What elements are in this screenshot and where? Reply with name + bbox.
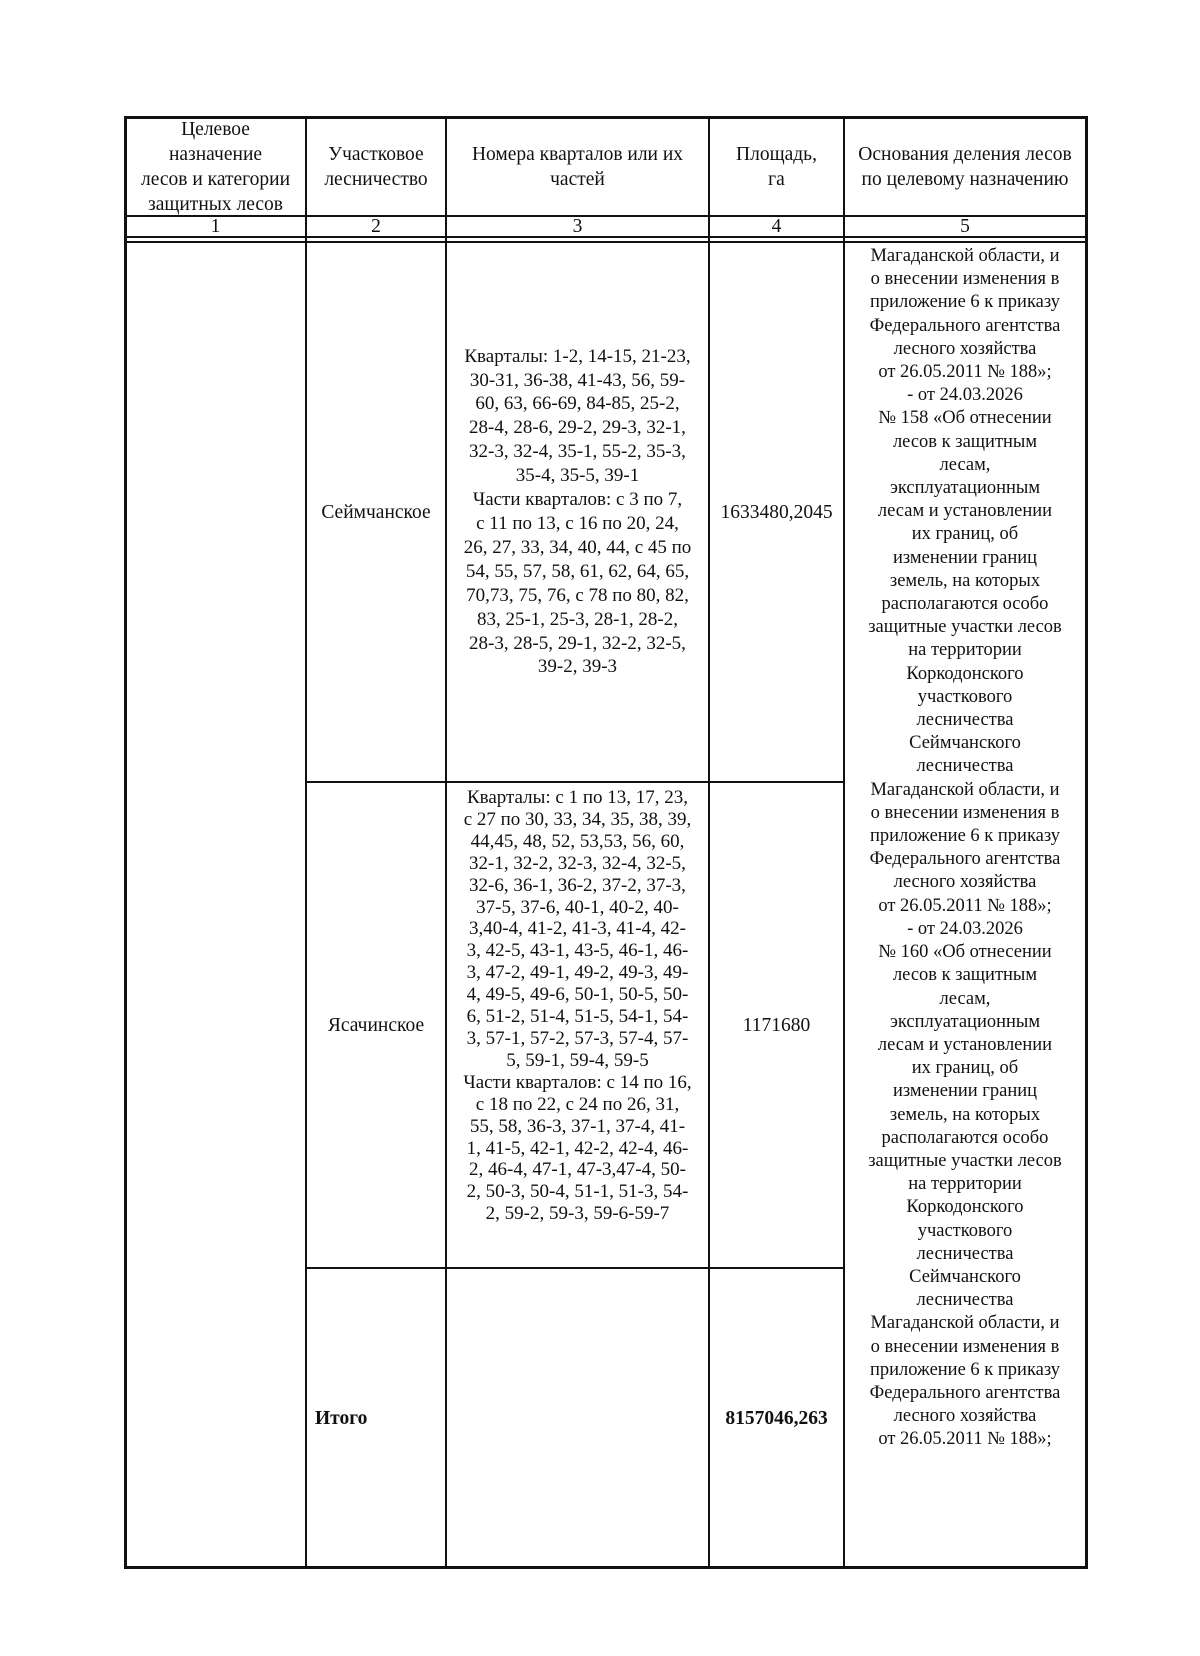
row3-total-area-text: 8157046,263 — [725, 1407, 828, 1429]
row1-quarters-text: Кварталы: 1-2, 14-15, 21-23, 30-31, 36-38, 41-43, 56, 59- 60, 63, 66-69, 84-85, 25-2, 28-4, 28-6, 29-2, 29-3, 32-1, 32-3, 32-4, 35-1, 55-2, 35-3, 35-4, 35-5, 39-1 Части кварталов: с 3 по 7, с 11 по 13, с 16 по 20, 24, 26, 27, 33, 34, 40, 44, с 45 по 54, 55, 57, 58, 61, 62, 64, 65, 70,73, 75, 76, с 78 по 80, 82, 83, 25-1, 25-3, 28-1, 28-2, 28-3, 28-5, 29-1, 32-2, 32-5, 39-2, 39-3 — [463, 345, 692, 678]
number-row-bottom-line — [124, 236, 1088, 238]
row2-forestry-text: Ясачинское — [327, 1014, 425, 1036]
header-cell-forestry — [307, 118, 445, 215]
row2-area — [710, 783, 843, 1267]
header-cell-purpose — [126, 118, 305, 215]
row2-quarters — [447, 783, 708, 1267]
row2-area-text: 1171680 — [742, 1014, 811, 1036]
row3-total-area — [710, 1269, 843, 1567]
row1-forestry-text: Сеймчанское — [321, 501, 431, 523]
row1-forestry — [307, 243, 445, 781]
column-number-2: 2 — [371, 216, 381, 237]
header-cell-area — [710, 118, 843, 215]
header-text-forestry: Участковое лесничество — [324, 143, 428, 190]
row1-area-text: 1633480,2045 — [720, 501, 833, 523]
row1-area — [710, 243, 843, 781]
column-number-5: 5 — [960, 216, 970, 237]
header-text-purpose: Целевое назначение лесов и категории защитных лесов — [140, 118, 291, 215]
row3-total-label-text: Итого — [315, 1407, 368, 1429]
header-text-basis: Основания деления лесов по целевому назначению — [858, 143, 1072, 190]
header-cell-quarters — [447, 118, 708, 215]
header-text-area: Площадь, га — [736, 143, 817, 190]
row1-quarters — [447, 243, 708, 781]
row2-quarters-text: Кварталы: с 1 по 13, 17, 23, с 27 по 30, 33, 34, 35, 38, 39, 44,45, 48, 52, 53,53, 56, 60, 32-1, 32-2, 32-3, 32-4, 32-5, 32-6, 36-1, 36-2, 37-2, 37-3, 37-5, 37-6, 40-1, 40-2, 40- 3,40-4, 41-2, 41-3, 41-4, 42- 3, 42-5, 43-1, 43-5, 46-1, 46- 3, 47-2, 49-1, 49-2, 49-3, 49- 4, 49-5, 49-6, 50-1, 50-5, 50- 6, 51-2, 51-4, 51-5, 54-1, 54- 3, 57-1, 57-2, 57-3, 57-4, 57- 5, 59-1, 59-4, 59-5 Части кварталов: с 14 по 16, с 18 по 22, с 24 по 26, 31, 55, 58, 36-3, 37-1, 37-4, 41- 1, 41-5, 42-1, 42-2, 42-4, 46- 2, 46-4, 47-1, 47-3,47-4, 50- 2, 50-3, 50-4, 51-1, 51-3, 54- 2, 59-2, 59-3, 59-6-59-7 — [463, 787, 692, 1225]
row2-forestry — [307, 783, 445, 1267]
basis-column-text-cell — [845, 243, 1085, 1567]
header-text-quarters: Номера кварталов или их частей — [471, 143, 684, 190]
column-number-3: 3 — [572, 216, 583, 237]
column-number-1: 1 — [210, 216, 221, 237]
basis-column-text: Магаданской области, и о внесении изменения в приложение 6 к приказу Федерального агентства лесного хозяйства от 26.05.2011 № 188»; - от 24.03.2026 № 158 «Об отнесении лесов к защитным лесам, эксплуатационным лесам и установлении их границ, об изменении границ земель, на которых располагаются особо защитные участки лесов на территории Коркодонского участкового лесничества Сеймчанского лесничества Магаданской области, и о внесении изменения в приложение 6 к приказу Федерального агентства лесного хозяйства от 26.05.2011 № 188»; - от 24.03.2026 № 160 «Об отнесении лесов к защитным лесам, эксплуатационным лесам и установлении их границ, об изменении границ земель, на которых располагаются особо защитные участки лесов на территории Коркодонского участкового лесничества Сеймчанского лесничества Магаданской области, и о внесении изменения в приложение 6 к приказу Федерального агентства лесного хозяйства от 26.05.2011 № 188»; — [868, 246, 1062, 1450]
column-number-4: 4 — [771, 216, 782, 237]
header-cell-basis — [845, 118, 1085, 215]
row3-total-label — [307, 1269, 445, 1567]
